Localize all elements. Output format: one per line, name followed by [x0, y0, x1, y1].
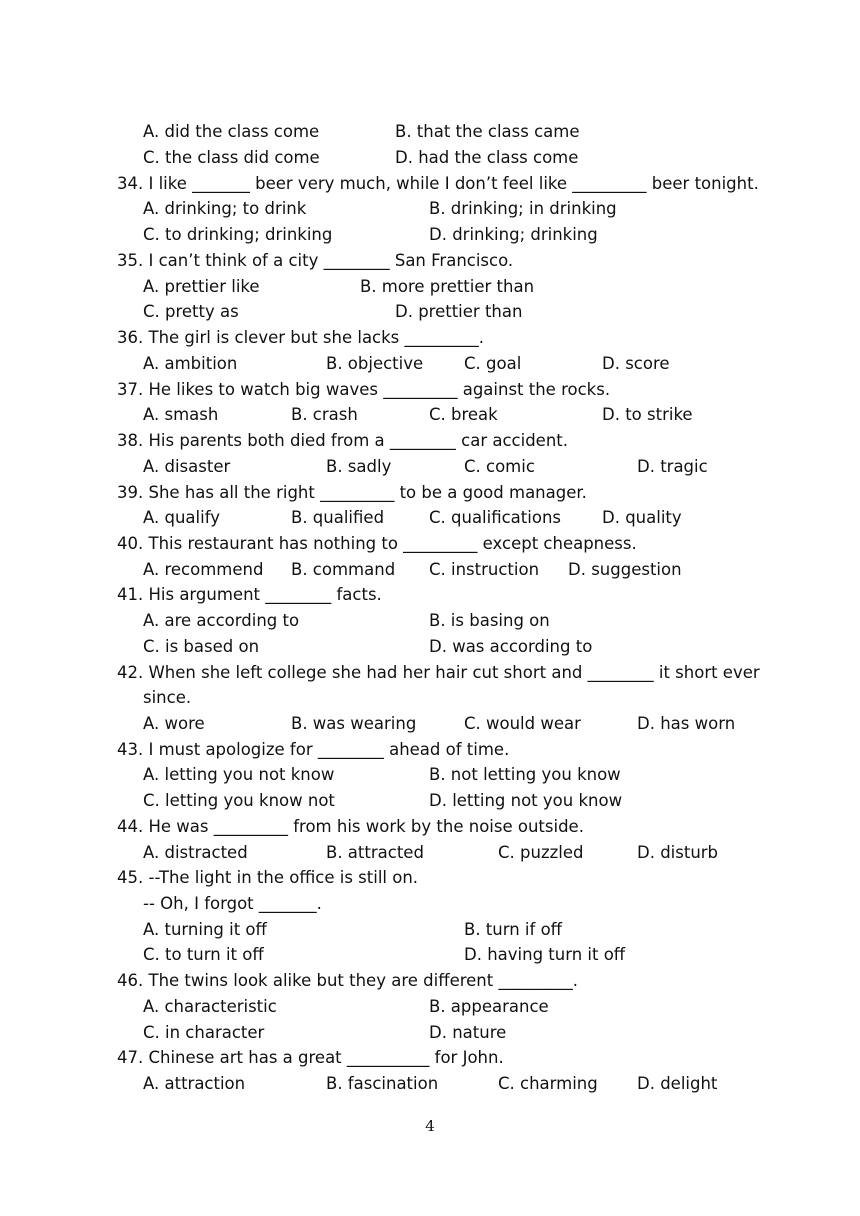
question-text: 41. His argument ________ facts.: [117, 585, 382, 604]
option: D. delight: [637, 1074, 718, 1093]
option: A. prettier like: [143, 277, 260, 296]
option: B. more prettier than: [360, 277, 535, 296]
question-text: 45. --The light in the office is still on.: [117, 868, 419, 887]
options-row: [0, 635, 860, 659]
question-stem: [0, 326, 860, 350]
option: D. was according to: [429, 637, 593, 656]
option: C. in character: [143, 1023, 265, 1042]
question-text: since.: [143, 688, 192, 707]
option: C. goal: [464, 354, 522, 373]
option: C. the class did come: [143, 148, 320, 167]
option: A. attraction: [143, 1074, 246, 1093]
options-row: [0, 197, 860, 221]
options-row: [0, 300, 860, 324]
option: C. pretty as: [143, 302, 239, 321]
option: C. puzzled: [498, 843, 584, 862]
option: A. letting you not know: [143, 765, 335, 784]
option: D. prettier than: [395, 302, 523, 321]
option: D. having turn it off: [464, 945, 626, 964]
question-stem: [0, 1046, 860, 1070]
option: B. command: [291, 560, 396, 579]
option: D. tragic: [637, 457, 708, 476]
question-text: 46. The twins look alike but they are different _________.: [117, 971, 578, 990]
question-stem: [0, 815, 860, 839]
option: D. suggestion: [568, 560, 682, 579]
option: B. attracted: [326, 843, 424, 862]
option: D. has worn: [637, 714, 736, 733]
question-text: 43. I must apologize for ________ ahead of time.: [117, 740, 510, 759]
option: D. to strike: [602, 405, 693, 424]
question-stem-continuation: [0, 892, 860, 916]
option: B. is basing on: [429, 611, 550, 630]
option: B. sadly: [326, 457, 392, 476]
options-row: [0, 352, 860, 376]
question-stem: [0, 866, 860, 890]
question-stem: [0, 172, 860, 196]
question-stem: [0, 532, 860, 556]
option: C. to drinking; drinking: [143, 225, 333, 244]
options-row: [0, 712, 860, 736]
options-row: [0, 120, 860, 144]
question-stem: [0, 969, 860, 993]
question-text: 35. I can’t think of a city ________ San Francisco.: [117, 251, 514, 270]
option: C. to turn it off: [143, 945, 264, 964]
option: B. appearance: [429, 997, 549, 1016]
question-text: 36. The girl is clever but she lacks _________.: [117, 328, 485, 347]
question-text: 39. She has all the right _________ to be a good manager.: [117, 483, 587, 502]
options-row: [0, 506, 860, 530]
question-text: 37. He likes to watch big waves _________ against the rocks.: [117, 380, 611, 399]
option: C. qualifications: [429, 508, 561, 527]
options-row: [0, 455, 860, 479]
option: D. nature: [429, 1023, 507, 1042]
option: A. disaster: [143, 457, 231, 476]
options-row: [0, 789, 860, 813]
option: B. crash: [291, 405, 358, 424]
option: D. score: [602, 354, 670, 373]
options-row: [0, 146, 860, 170]
options-row: [0, 841, 860, 865]
options-row: [0, 943, 860, 967]
option: C. would wear: [464, 714, 581, 733]
question-stem: [0, 249, 860, 273]
option: C. instruction: [429, 560, 540, 579]
options-row: [0, 1072, 860, 1096]
option: A. turning it off: [143, 920, 267, 939]
options-row: [0, 1021, 860, 1045]
options-row: [0, 275, 860, 299]
option: D. letting not you know: [429, 791, 623, 810]
option: A. did the class come: [143, 122, 320, 141]
options-row: [0, 223, 860, 247]
option: C. letting you know not: [143, 791, 335, 810]
option: A. qualify: [143, 508, 220, 527]
options-row: [0, 609, 860, 633]
question-text: 47. Chinese art has a great __________ for John.: [117, 1048, 504, 1067]
option: B. qualified: [291, 508, 385, 527]
option: C. is based on: [143, 637, 260, 656]
option: D. drinking; drinking: [429, 225, 598, 244]
question-text: 40. This restaurant has nothing to _________ except cheapness.: [117, 534, 637, 553]
option: A. ambition: [143, 354, 238, 373]
option: D. had the class come: [395, 148, 579, 167]
option: A. characteristic: [143, 997, 277, 1016]
options-row: [0, 918, 860, 942]
option: B. turn if off: [464, 920, 563, 939]
question-text: 44. He was _________ from his work by the noise outside.: [117, 817, 584, 836]
option: A. smash: [143, 405, 219, 424]
option: B. was wearing: [291, 714, 417, 733]
option: B. that the class came: [395, 122, 580, 141]
question-stem: [0, 378, 860, 402]
option: B. objective: [326, 354, 424, 373]
option: C. charming: [498, 1074, 598, 1093]
options-row: [0, 558, 860, 582]
question-text: 38. His parents both died from a ________ car accident.: [117, 431, 569, 450]
question-text: -- Oh, I forgot _______.: [143, 894, 322, 913]
options-row: [0, 763, 860, 787]
question-stem: [0, 583, 860, 607]
question-stem: [0, 481, 860, 505]
page-number: 4: [425, 1117, 435, 1135]
option: B. drinking; in drinking: [429, 199, 617, 218]
option: A. drinking; to drink: [143, 199, 307, 218]
option: D. quality: [602, 508, 682, 527]
question-stem: [0, 738, 860, 762]
question-stem: [0, 661, 860, 685]
question-stem-continuation: [0, 686, 860, 710]
option: C. break: [429, 405, 498, 424]
question-stem: [0, 429, 860, 453]
options-row: [0, 403, 860, 427]
option: A. wore: [143, 714, 205, 733]
option: C. comic: [464, 457, 535, 476]
options-row: [0, 995, 860, 1019]
option: A. recommend: [143, 560, 264, 579]
option: B. not letting you know: [429, 765, 621, 784]
option: A. distracted: [143, 843, 248, 862]
option: B. fascination: [326, 1074, 439, 1093]
option: D. disturb: [637, 843, 719, 862]
option: A. are according to: [143, 611, 300, 630]
question-text: 42. When she left college she had her hair cut short and ________ it short ever: [117, 663, 760, 682]
question-text: 34. I like _______ beer very much, while I don’t feel like _________ beer tonight.: [117, 174, 759, 193]
